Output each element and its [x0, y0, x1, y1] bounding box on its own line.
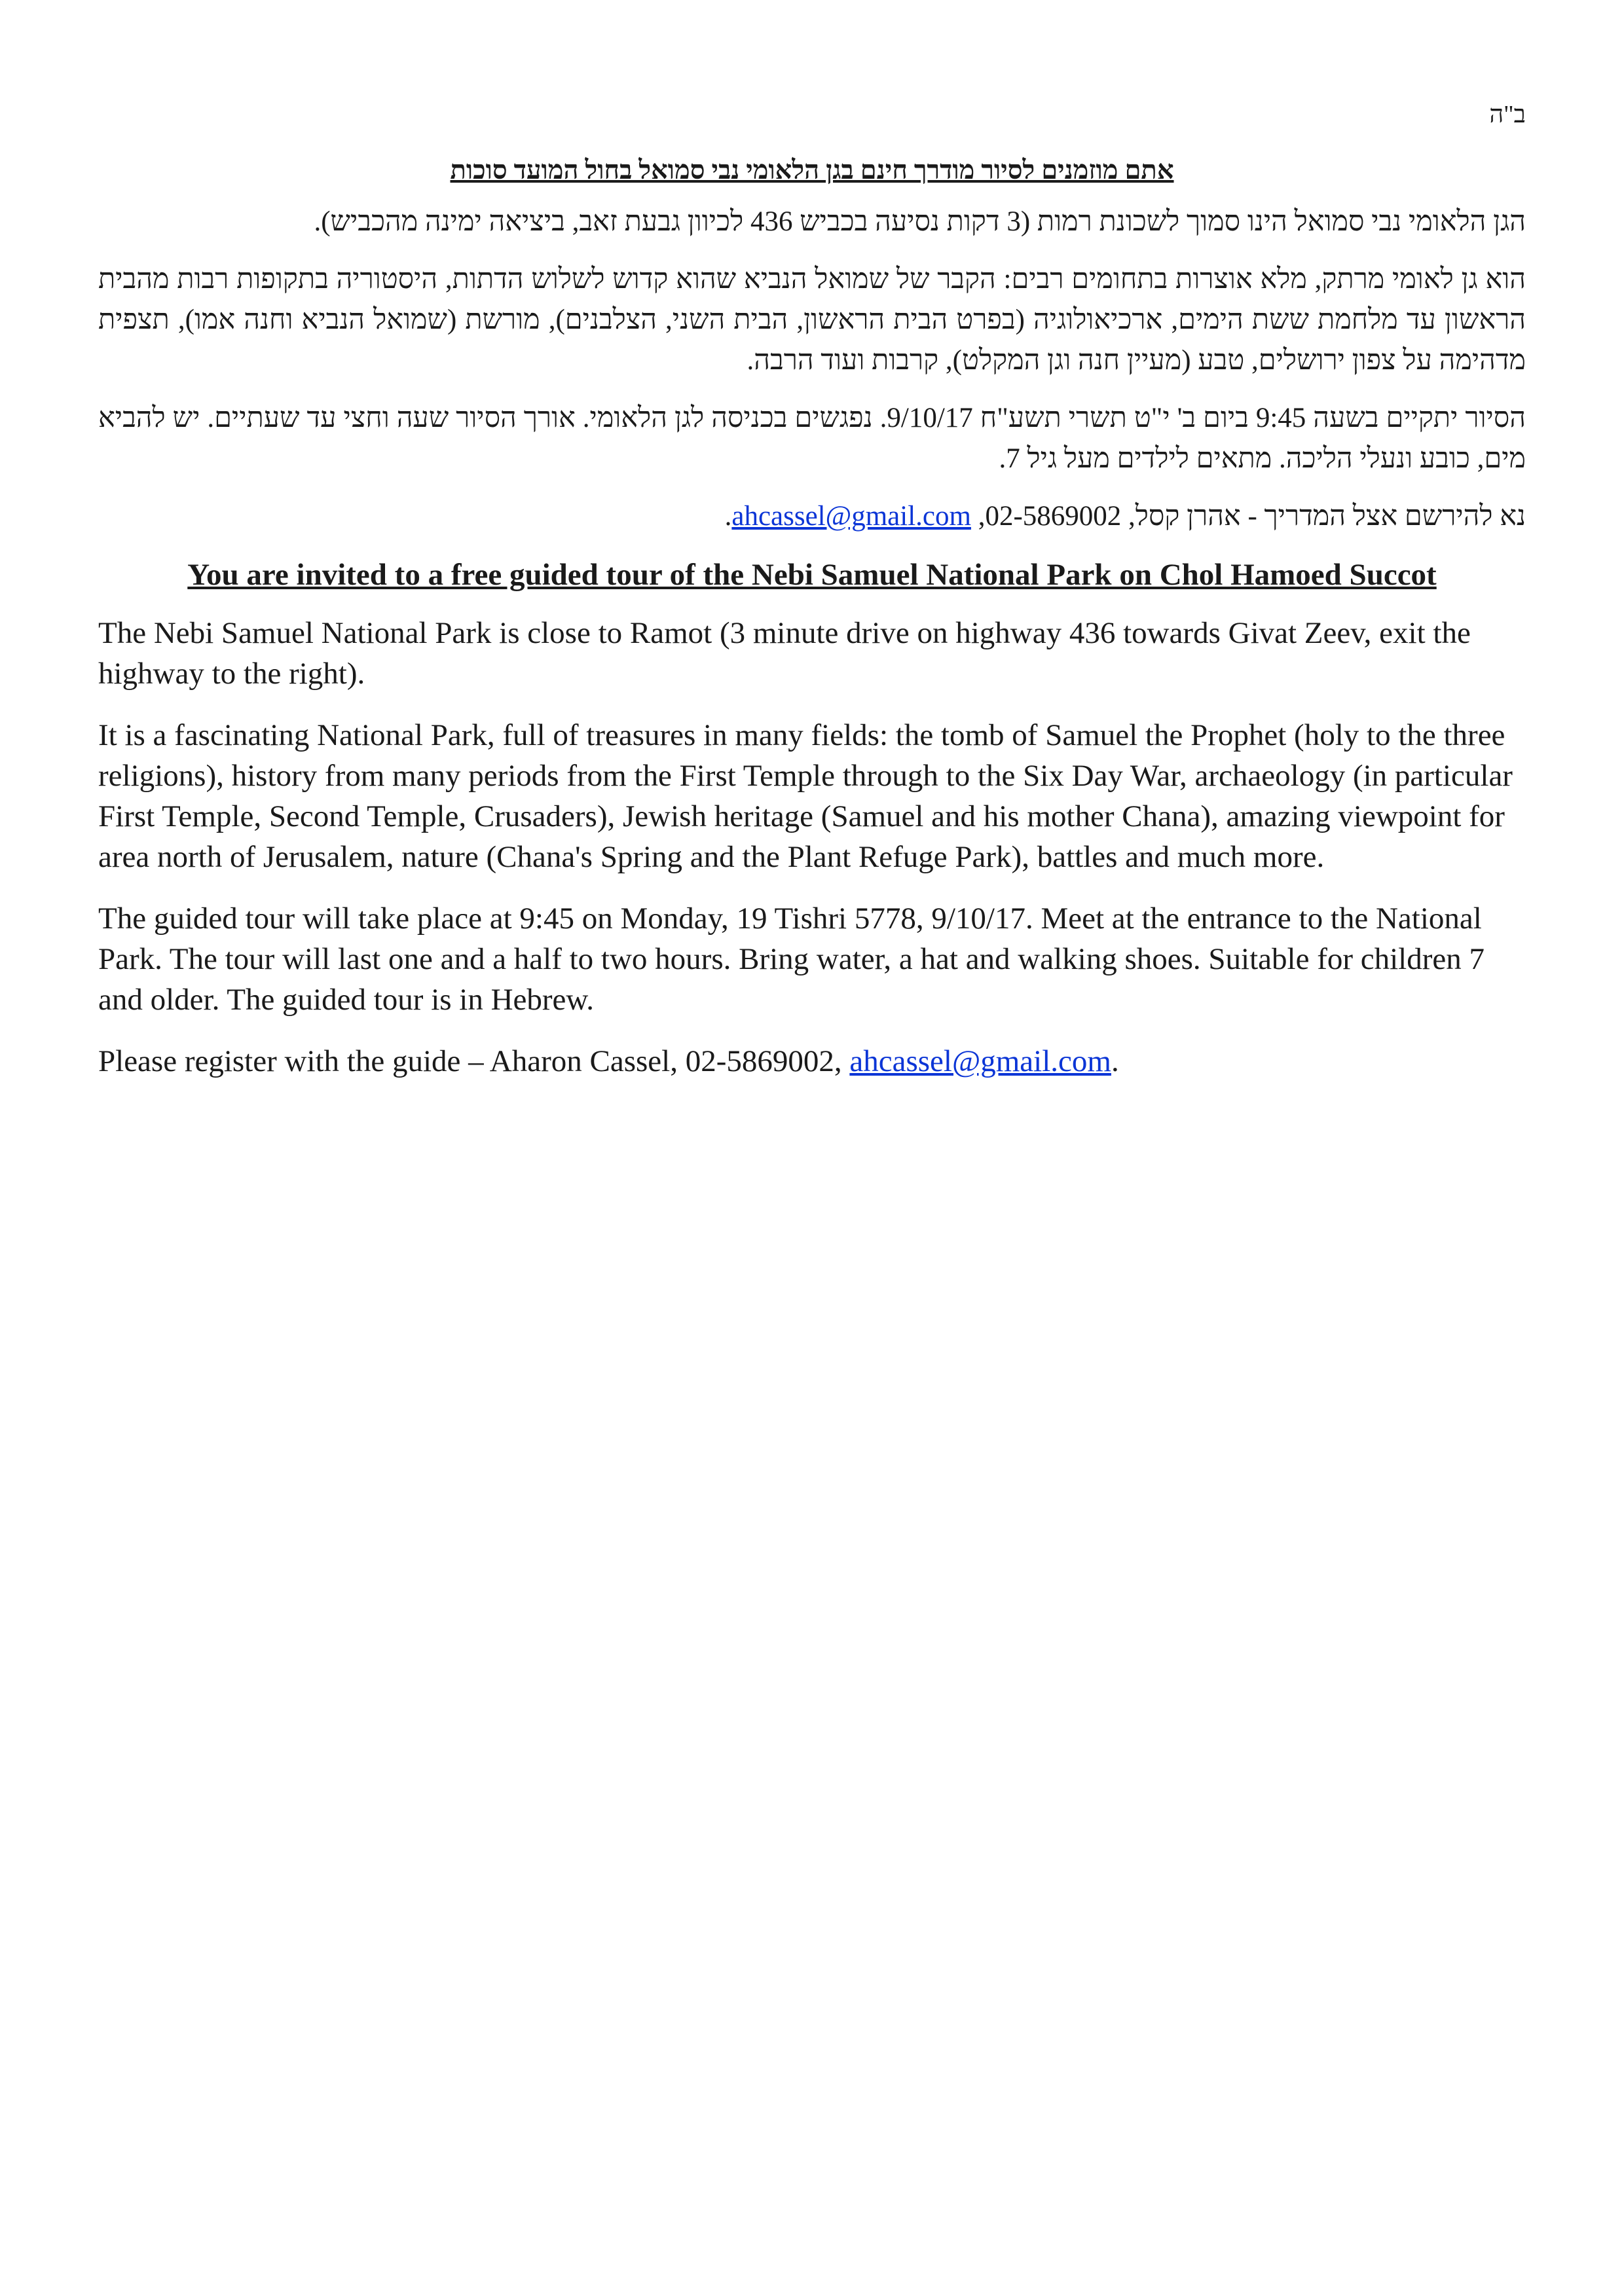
hebrew-register-suffix: .	[724, 501, 732, 532]
hebrew-paragraph-description: הוא גן לאומי מרתק, מלא אוצרות בתחומים רבים: הקבר של שמואל הנביא שהוא קדוש לשלוש הדתות, היסטוריה בתקופות רבות מהבית הראשון עד מלחמת ששת הימים, ארכיאולוגיה (בפרט הבית הראשון, הבית השני, הצלבנים), מורשת (שמואל הנביא וחנה אמו), תצפית מדהימה על צפון ירושלים, טבע (מעיין חנה וגן המקלט), קרבות ועוד הרבה.	[98, 264, 1526, 376]
hebrew-title: אתם מוזמנים לסיור מודרך חינם בגן הלאומי נבי סמואל בחול המועד סוכות	[450, 155, 1174, 185]
hebrew-paragraph-schedule: הסיור יתקיים בשעה 9:45 ביום ב' י"ט תשרי תשע"ח 9/10/17. נפגשים בכניסה לגן הלאומי. אורך הסיור שעה וחצי עד שעתיים. יש להביא מים, כובע ונעלי הליכה. מתאים לילדים מעל גיל 7.	[98, 403, 1526, 474]
hebrew-paragraph-location: הגן הלאומי נבי סמואל הינו סמוך לשכונת רמות (3 דקות נסיעה בכביש 436 לכיוון גבעת זאב, ביציאה ימינה מהכביש).	[314, 206, 1526, 237]
hebrew-email-link[interactable]: ahcassel@gmail.com	[731, 501, 971, 532]
english-title: You are invited to a free guided tour of the Nebi Samuel National Park on Chol Hamoed Succot	[187, 558, 1437, 592]
english-register-text: Please register with the guide – Aharon Cassel, 02-5869002,	[98, 1044, 850, 1078]
hebrew-register-text: נא להירשם אצל המדריך - אהרן קסל, 02-5869002,	[970, 501, 1526, 532]
english-email-link[interactable]: ahcassel@gmail.com	[849, 1044, 1111, 1078]
bh-header: ב"ה	[1489, 101, 1526, 128]
english-paragraph-location: The Nebi Samuel National Park is close to Ramot (3 minute drive on highway 436 towards Givat Zeev, exit the highway to the right).	[98, 616, 1471, 691]
document-page	[98, 98, 1526, 1102]
english-register-suffix: .	[1111, 1044, 1119, 1078]
english-paragraph-register	[98, 1041, 1526, 1082]
hebrew-paragraph-register	[98, 496, 1526, 537]
english-paragraph-schedule: The guided tour will take place at 9:45 on Monday, 19 Tishri 5778, 9/10/17. Meet at the entrance to the National Park. The tour will last one and a half to two hours. Bring water, a hat and walking shoes. Suitable for children 7 and older. The guided tour is in Hebrew.	[98, 902, 1485, 1017]
english-paragraph-description: It is a fascinating National Park, full of treasures in many fields: the tomb of Samuel the Prophet (holy to the three religions), history from many periods from the First Temple through to the Six Day War, archaeology (in particular First Temple, Second Temple, Crusaders), Jewish heritage (Samuel and his mother Chana), amazing viewpoint for area north of Jerusalem, nature (Chana's Spring and the Plant Refuge Park), battles and much more.	[98, 718, 1513, 874]
